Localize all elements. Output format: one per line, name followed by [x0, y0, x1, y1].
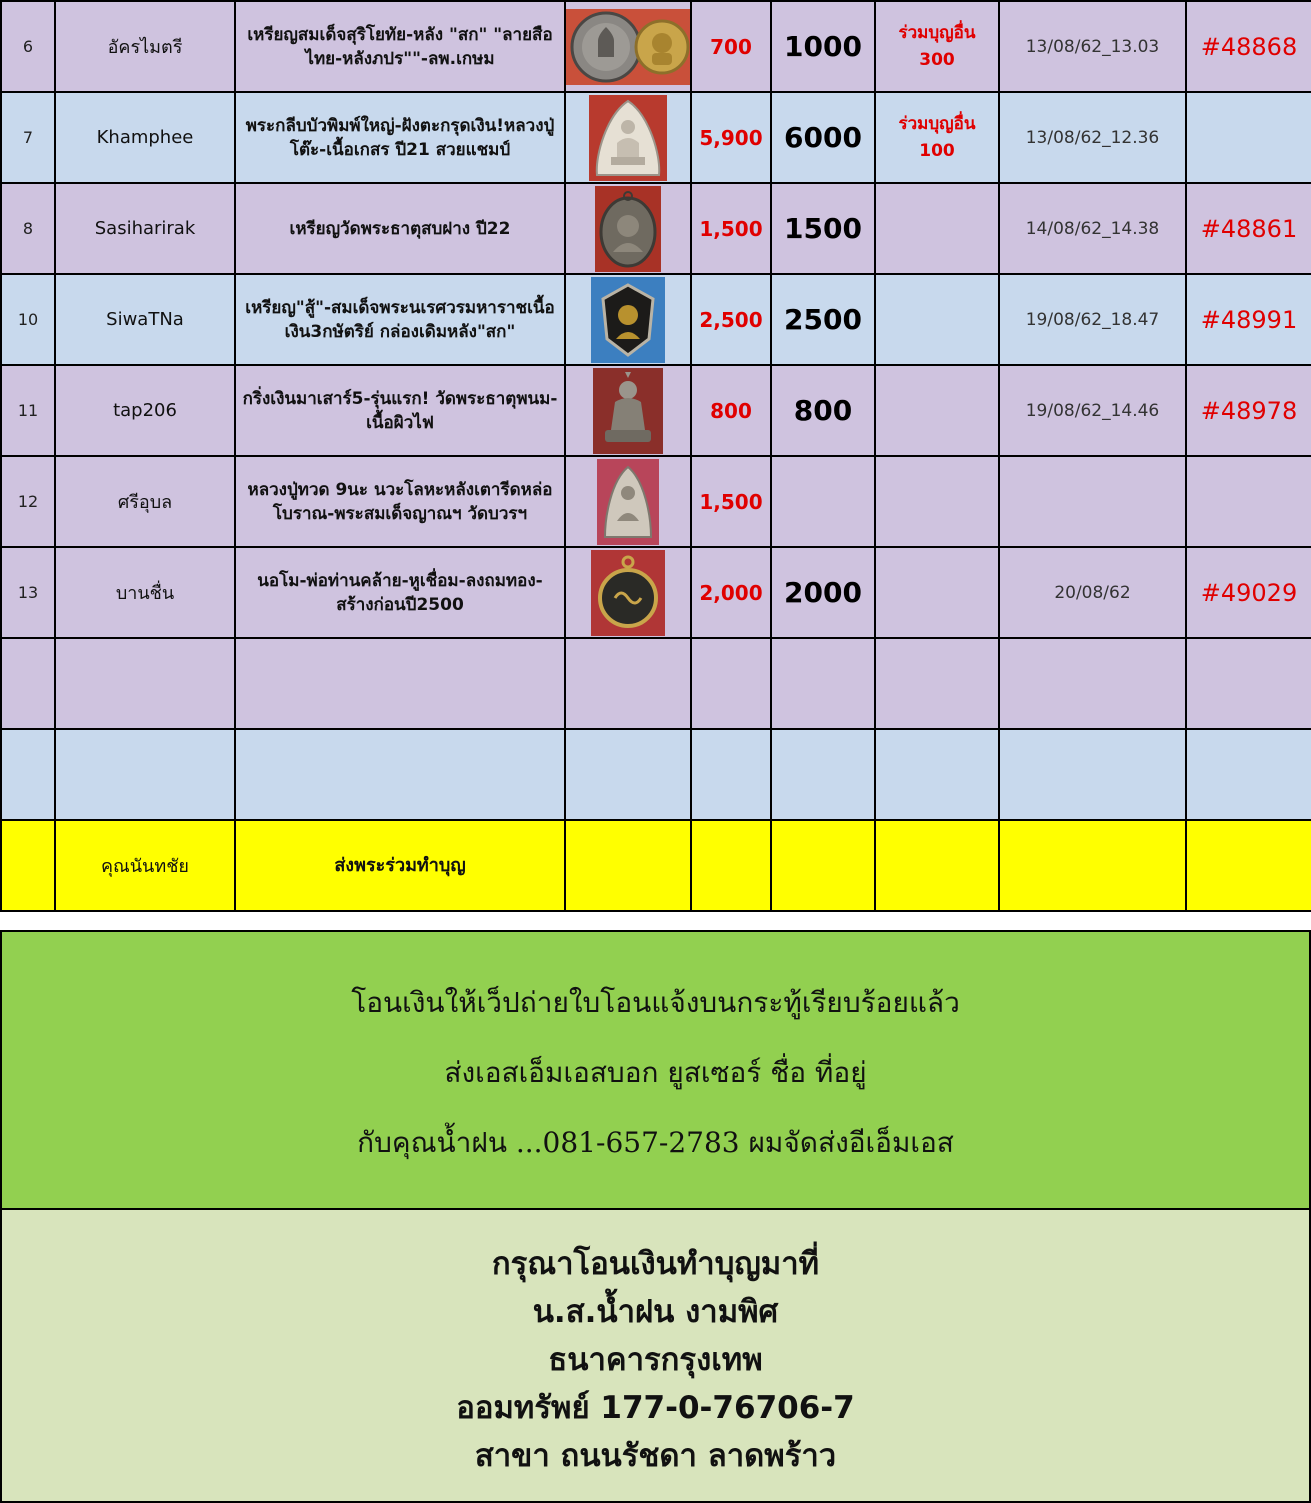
table-row — [1, 365, 1311, 456]
username: tap206 — [55, 365, 235, 456]
cell — [565, 729, 691, 820]
table-row — [1, 547, 1311, 638]
cell — [1186, 638, 1311, 729]
item-description: พระกลีบบัวพิมพ์ใหญ่-ฝังตะกรุดเงิน!หลวงปู่โต๊ะ-เนื้อเกสร ปี21 สวยแชมป์ — [235, 92, 565, 183]
shield-medal-photo-icon — [591, 277, 665, 363]
item-photo — [565, 274, 691, 365]
cell — [55, 729, 235, 820]
cell — [875, 820, 999, 911]
empty-row — [1, 638, 1311, 729]
row-number: 8 — [1, 183, 55, 274]
item-description: เหรียญสมเด็จสุริโยทัย-หลัง "สก" "ลายสือไทย-หลังภปร""-ลพ.เกษม — [235, 1, 565, 92]
price: 1,500 — [691, 183, 771, 274]
table-row — [1, 1, 1311, 92]
cell — [691, 638, 771, 729]
row-number: 10 — [1, 274, 55, 365]
item-photo — [565, 1, 691, 92]
cell — [235, 638, 565, 729]
bank-info — [0, 1208, 1311, 1503]
username: Sasiharirak — [55, 183, 235, 274]
item-description: เหรียญวัดพระธาตุสบฝาง ปี22 — [235, 183, 565, 274]
two-coins-photo-icon — [566, 9, 690, 85]
item-description: นอโม-พ่อท่านคล้าย-หูเชื่อม-ลงถมทอง-สร้างก่อนปี2500 — [235, 547, 565, 638]
amount-paid: 1500 — [771, 183, 875, 274]
item-description: ส่งพระร่วมทำบุญ — [235, 820, 565, 911]
extra-donation-note — [875, 92, 999, 183]
cell — [771, 820, 875, 911]
table-row — [1, 456, 1311, 547]
amount-paid: 2500 — [771, 274, 875, 365]
cell — [565, 820, 691, 911]
table-row — [1, 92, 1311, 183]
price: 700 — [691, 1, 771, 92]
amount-paid: 6000 — [771, 92, 875, 183]
item-photo — [565, 92, 691, 183]
note-label: ร่วมบุญอื่น — [898, 22, 976, 43]
cell — [55, 638, 235, 729]
transfer-date: 13/08/62_13.03 — [999, 1, 1186, 92]
extra-donation-note — [875, 1, 999, 92]
username: คุณนันทชัย — [55, 820, 235, 911]
price: 1,500 — [691, 456, 771, 547]
account-name: น.ส.น้ำฝน งามพิศ — [532, 1294, 779, 1330]
tracking-ref: #48861 — [1186, 183, 1311, 274]
cell — [875, 638, 999, 729]
username: บานชื่น — [55, 547, 235, 638]
transfer-notice — [0, 930, 1311, 1210]
item-photo — [565, 365, 691, 456]
transfer-date: 14/08/62_14.38 — [999, 183, 1186, 274]
item-description: เหรียญ"สู้"-สมเด็จพระนเรศวรมหาราชเนื้อเงิน3กษัตริย์ กล่องเดิมหลัง"สก" — [235, 274, 565, 365]
amulet-photo-icon — [589, 95, 667, 181]
table-row-highlight — [1, 820, 1311, 911]
item-photo — [565, 183, 691, 274]
cell — [691, 820, 771, 911]
amount-paid — [771, 456, 875, 547]
row-number: 7 — [1, 92, 55, 183]
row-number: 12 — [1, 456, 55, 547]
notice-line: โอนเงินให้เว็ปถ่ายใบโอนแจ้งบนกระทู้เรียบร้อยแล้ว — [351, 986, 960, 1019]
transfer-date: 19/08/62_14.46 — [999, 365, 1186, 456]
bank-heading: กรุณาโอนเงินทำบุญมาที่ — [491, 1246, 820, 1282]
cell — [875, 729, 999, 820]
cell — [1, 820, 55, 911]
tracking-ref: #48868 — [1186, 1, 1311, 92]
transfer-date: 19/08/62_18.47 — [999, 274, 1186, 365]
extra-donation-note — [875, 365, 999, 456]
item-description: หลวงปู่ทวด 9นะ นวะโลหะหลังเตารีดหล่อโบราณ-พระสมเด็จญาณฯ วัดบวรฯ — [235, 456, 565, 547]
price: 2,000 — [691, 547, 771, 638]
round-pendant-photo-icon — [591, 550, 665, 636]
price: 2,500 — [691, 274, 771, 365]
extra-donation-note — [875, 456, 999, 547]
branch-name: สาขา ถนนรัชดา ลาดพร้าว — [474, 1438, 837, 1474]
extra-donation-note — [875, 547, 999, 638]
empty-row — [1, 729, 1311, 820]
notice-line: กับคุณน้ำฝน ...081-657-2783 ผมจัดส่งอีเอ็มเอส — [357, 1126, 954, 1159]
cell — [1186, 820, 1311, 911]
account-number: ออมทรัพย์ 177-0-76706-7 — [456, 1390, 855, 1426]
item-photo — [565, 547, 691, 638]
bank-name: ธนาคารกรุงเทพ — [548, 1342, 763, 1378]
silver-amulet-photo-icon — [597, 459, 659, 545]
note-amount: 300 — [919, 49, 955, 70]
cell — [1186, 729, 1311, 820]
note-label: ร่วมบุญอื่น — [898, 113, 976, 134]
amount-paid: 1000 — [771, 1, 875, 92]
cell — [999, 638, 1186, 729]
cell — [691, 729, 771, 820]
cell — [999, 820, 1186, 911]
table-row — [1, 183, 1311, 274]
amount-paid: 800 — [771, 365, 875, 456]
oval-medal-photo-icon — [595, 186, 661, 272]
amount-paid: 2000 — [771, 547, 875, 638]
cell — [771, 638, 875, 729]
tracking-ref: #49029 — [1186, 547, 1311, 638]
row-number: 13 — [1, 547, 55, 638]
cell — [771, 729, 875, 820]
notice-line: ส่งเอสเอ็มเอสบอก ยูสเซอร์ ชื่อ ที่อยู่ — [444, 1056, 867, 1089]
cell — [235, 729, 565, 820]
tracking-ref — [1186, 456, 1311, 547]
username: ศรีอุบล — [55, 456, 235, 547]
username: SiwaTNa — [55, 274, 235, 365]
transfer-date: 20/08/62 — [999, 547, 1186, 638]
username: Khamphee — [55, 92, 235, 183]
tracking-ref: #48991 — [1186, 274, 1311, 365]
username: อัครไมตรี — [55, 1, 235, 92]
item-description: กริ่งเงินมาเสาร์5-รุ่นแรก! วัดพระธาตุพนม-เนื้อผิวไฟ — [235, 365, 565, 456]
table-row — [1, 274, 1311, 365]
note-amount: 100 — [919, 140, 955, 161]
transfer-date: 13/08/62_12.36 — [999, 92, 1186, 183]
price: 800 — [691, 365, 771, 456]
buddha-statue-photo-icon — [593, 368, 663, 454]
row-number: 11 — [1, 365, 55, 456]
transfer-date — [999, 456, 1186, 547]
cell — [1, 729, 55, 820]
row-number: 6 — [1, 1, 55, 92]
cell — [565, 638, 691, 729]
price: 5,900 — [691, 92, 771, 183]
tracking-ref — [1186, 92, 1311, 183]
cell — [1, 638, 55, 729]
cell — [999, 729, 1186, 820]
tracking-ref: #48978 — [1186, 365, 1311, 456]
extra-donation-note — [875, 274, 999, 365]
extra-donation-note — [875, 183, 999, 274]
item-photo — [565, 456, 691, 547]
